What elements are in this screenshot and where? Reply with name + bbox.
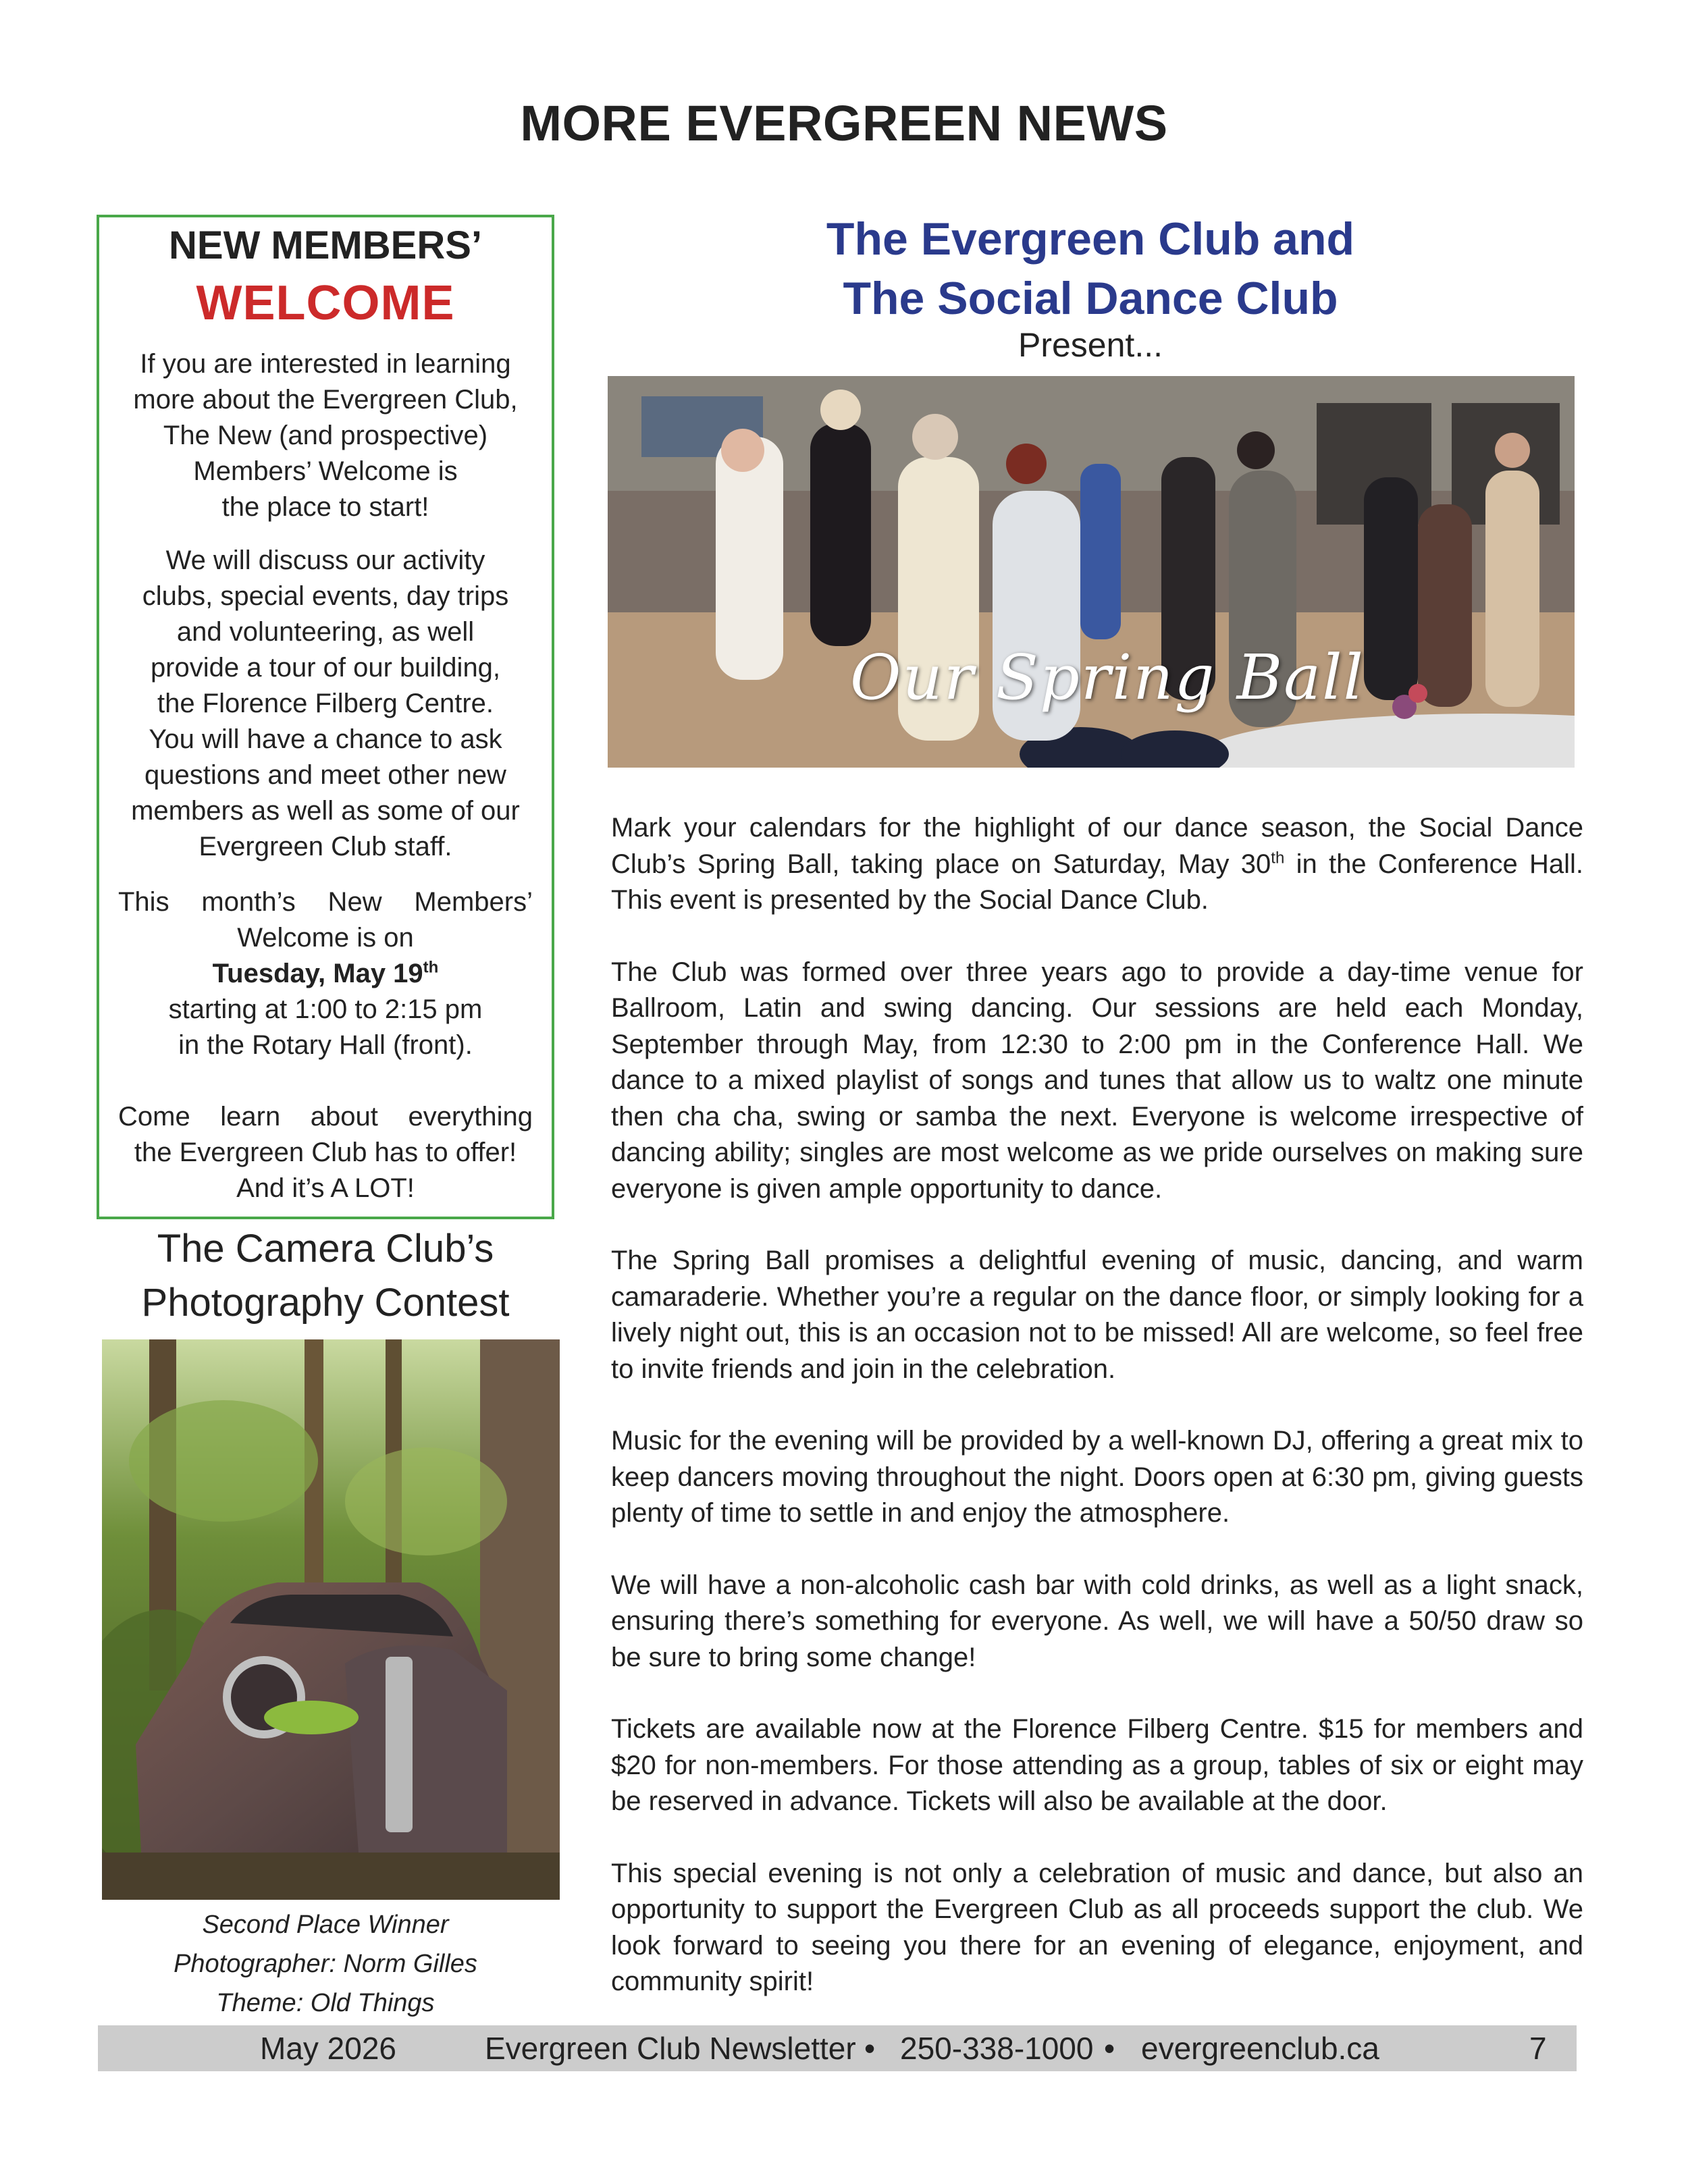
text-line: We will discuss our activity: [165, 545, 485, 575]
text-line: in the Rotary Hall (front).: [178, 1030, 473, 1060]
text-line: members as well as some of our: [131, 796, 520, 826]
event-article: [611, 810, 1583, 2036]
caption-line: Second Place Winner: [202, 1911, 449, 1939]
welcome-paragraph-2: [118, 543, 533, 865]
welcome-date: [118, 956, 533, 992]
welcome-paragraph-1: [118, 346, 533, 525]
date-superscript: th: [1271, 849, 1285, 868]
text-line: questions and meet other new: [144, 760, 506, 790]
title-line: Photography Contest: [141, 1281, 510, 1325]
text-line: And it’s A LOT!: [236, 1173, 415, 1203]
welcome-heading: NEW MEMBERS’: [169, 223, 482, 267]
title-line: The Camera Club’s: [157, 1227, 494, 1271]
footer-separator: •: [1104, 2031, 1115, 2066]
text-line: starting at 1:00 to 2:15 pm: [168, 994, 483, 1024]
footer-phone: 250-338-1000: [900, 2031, 1094, 2066]
text-line: the Evergreen Club has to offer!: [134, 1138, 517, 1167]
event-present: Present...: [1018, 326, 1163, 364]
footer-date: May 2026: [260, 2031, 397, 2066]
title-line: The Evergreen Club and: [826, 213, 1355, 265]
article-paragraph: Music for the evening will be provided by a well-known DJ, offering a great mix to keep dancers moving throughout the night. Doors open at 6:30 pm, giving guests plenty of time to settle in and enjoy the atmosphere.: [611, 1426, 1583, 1528]
page-title: MORE EVERGREEN NEWS: [520, 95, 1168, 151]
text-line: Come learn about everything: [118, 1102, 533, 1131]
welcome-paragraph-3: [118, 884, 533, 1063]
text-line: You will have a chance to ask: [149, 724, 502, 754]
text-line: The New (and prospective): [163, 421, 488, 450]
camera-club-title: [97, 1222, 554, 1330]
article-paragraph: We will have a non-alcoholic cash bar with cold drinks, as well as a light snack, ensuring there’s something for everyone. As well, we will have a 50/50 draw so be sure to bring some change!: [611, 1570, 1583, 1672]
article-paragraph: The Spring Ball promises a delightful evening of music, dancing, and warm camaraderie. Whether you’re a regular on the dance floor, or simply looking for a lively night out, this is an occasion not to be missed! All are welcome, so feel free to invite friends and join in the celebration.: [611, 1246, 1583, 1384]
text-line: Welcome is on: [237, 923, 414, 953]
photo-caption: [97, 1905, 554, 2023]
text-line: the Florence Filberg Centre.: [157, 689, 494, 718]
text-line: the place to start!: [221, 492, 429, 522]
footer-separator: •: [864, 2031, 876, 2066]
caption-line: Theme: Old Things: [216, 1989, 435, 2017]
text-line: If you are interested in learning: [140, 349, 511, 379]
welcome-heading-red: WELCOME: [196, 276, 455, 330]
caption-line: Photographer: Norm Gilles: [174, 1950, 477, 1978]
text-line: provide a tour of our building,: [150, 653, 501, 683]
text-line: Evergreen Club staff.: [199, 832, 452, 861]
footer-newsletter-name: Evergreen Club Newsletter: [485, 2031, 856, 2066]
article-paragraph: Tickets are available now at the Florence Filberg Centre. $15 for members and $20 for non-members. For those attending as a group, tables of six or eight may be reserved in advance. Tickets will also be available at the door.: [611, 1714, 1583, 1816]
contest-photo: [102, 1339, 560, 1900]
date-superscript: th: [423, 958, 439, 977]
text-line: Members’ Welcome is: [193, 456, 458, 486]
page-number: 7: [1529, 2031, 1547, 2066]
title-line: The Social Dance Club: [843, 273, 1338, 324]
paragraph-text: in the Conference Hall. This event is presented by the Social Dance Club.: [611, 849, 1583, 915]
event-title: [608, 209, 1573, 328]
date-text: Tuesday, May 19: [212, 959, 423, 988]
welcome-paragraph-4: [118, 1099, 533, 1206]
photo-overlay-title: Our Spring Ball: [850, 641, 1365, 714]
text-line: This month’s New Members’: [118, 887, 533, 917]
text-line: and volunteering, as well: [176, 617, 475, 647]
article-paragraph: This special evening is not only a celebration of music and dance, but also an opportunity to support the Evergreen Club as all proceeds support the club. We look forward to seeing you there for an evening of elegance, enjoyment, and community spirit!: [611, 1858, 1583, 1996]
footer-website: evergreenclub.ca: [1141, 2031, 1379, 2066]
article-paragraph: The Club was formed over three years ago to provide a day-time venue for Ballroom, Latin and swing dancing. Our sessions are held each Monday, September through May, from 12:30 to 2:00 pm in the Conference Hall. We dance to a mixed playlist of songs and tunes that allow us to waltz one minute then cha cha, swing or samba the next. Everyone is welcome irrespective of dancing ability; singles are most welcome as we pride ourselves on making sure everyone is given ample opportunity to dance.: [611, 957, 1583, 1204]
text-line: more about the Evergreen Club,: [133, 385, 518, 415]
paragraph-text: Mark your calendars for the highlight of our dance season, the Social Dance Club’s Spring Ball, taking place on Saturday, May 30: [611, 813, 1583, 879]
text-line: clubs, special events, day trips: [142, 581, 509, 611]
article-paragraph: [611, 810, 1583, 919]
